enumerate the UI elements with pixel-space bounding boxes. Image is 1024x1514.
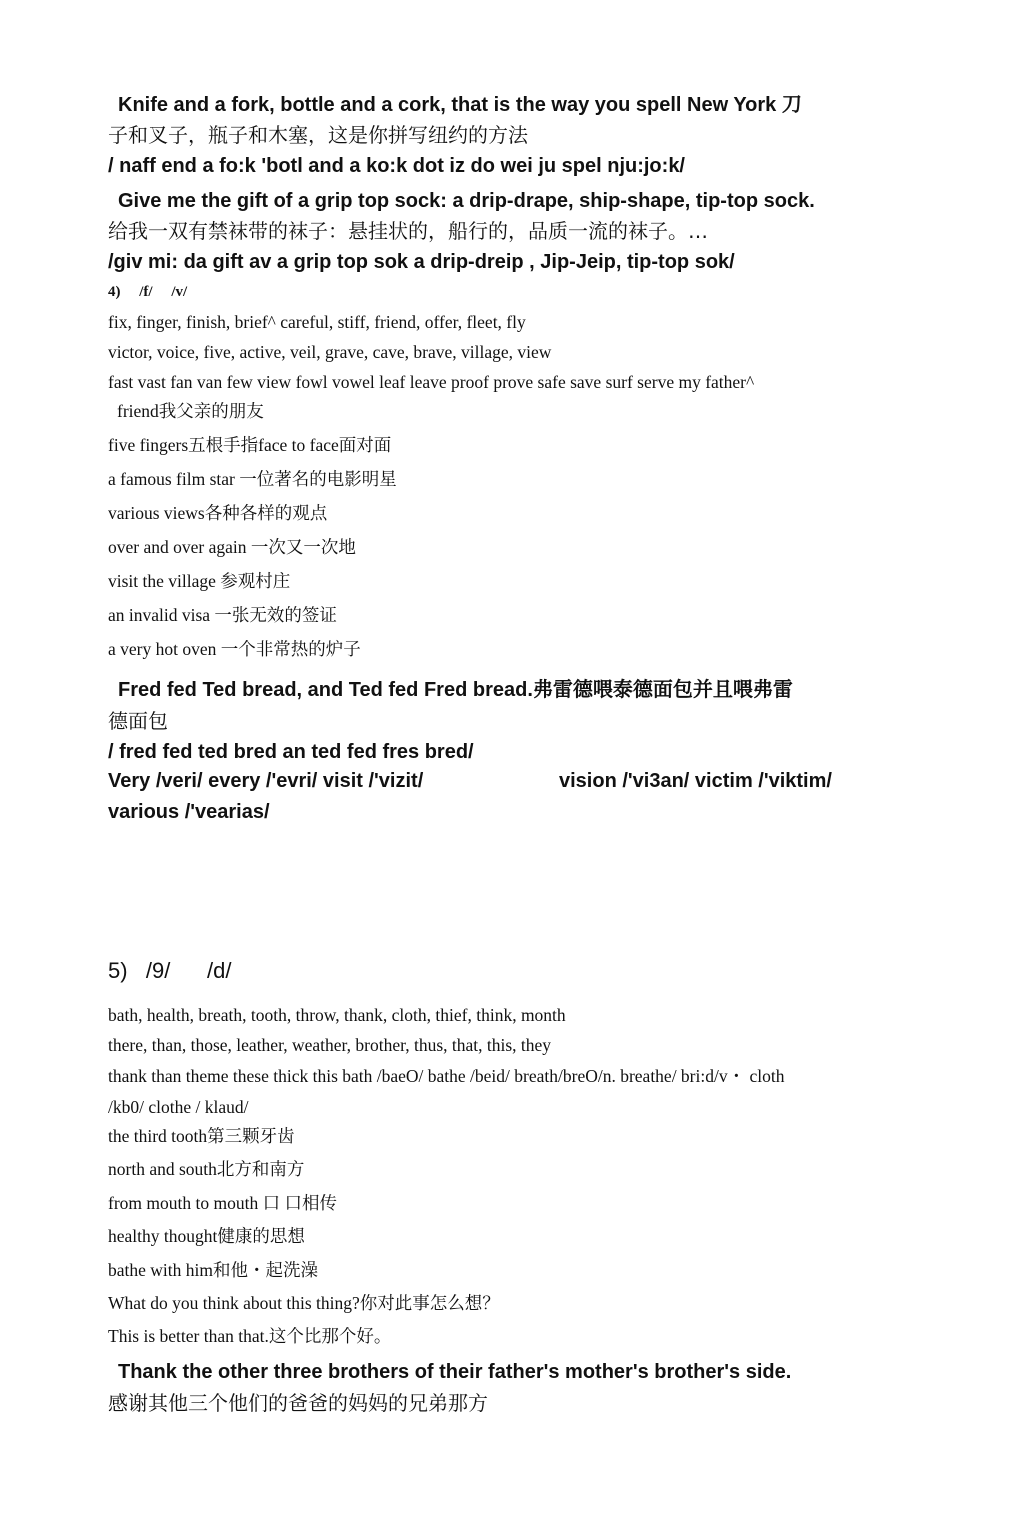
phrase-hot-oven: a very hot oven 一个非常热的炉子 (108, 639, 361, 659)
word-list-th-pairs-cont: /kb0/ clothe / klaud/ (108, 1097, 249, 1117)
phrase-friend: friend我父亲的朋友 (117, 401, 264, 421)
tongue-twister-3-phonetic: / fred fed ted bred an ted fed fres bred/ (108, 741, 474, 763)
word-list-th-voiceless: bath, health, breath, tooth, throw, thank, cloth, thief, think, month (108, 1005, 566, 1025)
tongue-twister-4-translation: 感谢其他三个他们的爸爸的妈妈的兄弟那方 (108, 1391, 488, 1415)
phrase-bathe-with-him: bathe with him和他・起洗澡 (108, 1260, 318, 1280)
sentence-better-than: This is better than that.这个比那个好。 (108, 1326, 392, 1346)
phrase-five-fingers: five fingers五根手指face to face面对面 (108, 435, 392, 455)
tongue-twister-1: Knife and a fork, bottle and a cork, that is the way you spell New York 刀 (118, 94, 802, 116)
tongue-twister-1-translation: 子和叉子，瓶子和木塞，这是你拼写纽约的方法 (108, 123, 528, 147)
tongue-twister-3-translation: 德面包 (108, 709, 168, 733)
tongue-twister-3: Fred fed Ted bread, and Ted fed Fred bread.弗雷德喂泰德面包并且喂弗雷 (118, 679, 793, 701)
section-4-heading: 4) /f/ /v/ (108, 284, 188, 300)
vocabulary-row-1b: vision /'vi3an/ victim /'viktim/ (559, 770, 832, 792)
word-list-v: victor, voice, five, active, veil, grave, cave, brave, village, view (108, 342, 552, 362)
vocabulary-row-2: various /'vearias/ (108, 801, 270, 823)
phrase-invalid-visa: an invalid visa 一张无效的签证 (108, 605, 337, 625)
phrase-north-south: north and south北方和南方 (108, 1159, 305, 1179)
vocabulary-row-1a: Very /veri/ every /'evri/ visit /'vizit/ (108, 770, 424, 792)
tongue-twister-2: Give me the gift of a grip top sock: a drip-drape, ship-shape, tip-top sock. (118, 190, 815, 212)
phrase-healthy-thought: healthy thought健康的思想 (108, 1226, 305, 1246)
word-list-th-pairs: thank than theme these thick this bath /baeO/ bathe /beid/ breath/breO/n. breathe/ bri:d/v・ cloth (108, 1066, 785, 1086)
word-list-th-voiced: there, than, those, leather, weather, brother, thus, that, this, they (108, 1035, 552, 1055)
tongue-twister-1-phonetic: / naff end a fo:k 'botl and a ko:k dot iz do wei ju spel nju:jo:k/ (108, 155, 685, 177)
phrase-various-views: various views各种各样的观点 (108, 503, 328, 523)
phrase-third-tooth: the third tooth第三颗牙齿 (108, 1126, 295, 1146)
sentence-think-thing: What do you think about this thing?你对此事怎么想？ (108, 1293, 500, 1313)
tongue-twister-2-phonetic: /giv mi: da gift av a grip top sok a drip-dreip , Jip-Jeip, tip-top sok/ (108, 251, 735, 273)
section-5-heading: 5) /9/ /d/ (108, 958, 232, 983)
phrase-film-star: a famous film star 一位著名的电影明星 (108, 469, 397, 489)
tongue-twister-4: Thank the other three brothers of their father's mother's brother's side. (118, 1361, 792, 1383)
tongue-twister-2-translation: 给我一双有禁袜带的袜子：悬挂状的，船行的，品质一流的袜子。… (108, 219, 708, 243)
phrase-mouth-to-mouth: from mouth to mouth 口 口相传 (108, 1193, 337, 1213)
phrase-visit-village: visit the village 参观村庄 (108, 571, 291, 591)
phrase-over-again: over and over again 一次又一次地 (108, 537, 356, 557)
word-list-pairs: fast vast fan van few view fowl vowel leaf leave proof prove safe save surf serve my father^ (108, 372, 755, 392)
word-list-f: fix, finger, finish, brief^ careful, stiff, friend, offer, fleet, fly (108, 312, 526, 332)
